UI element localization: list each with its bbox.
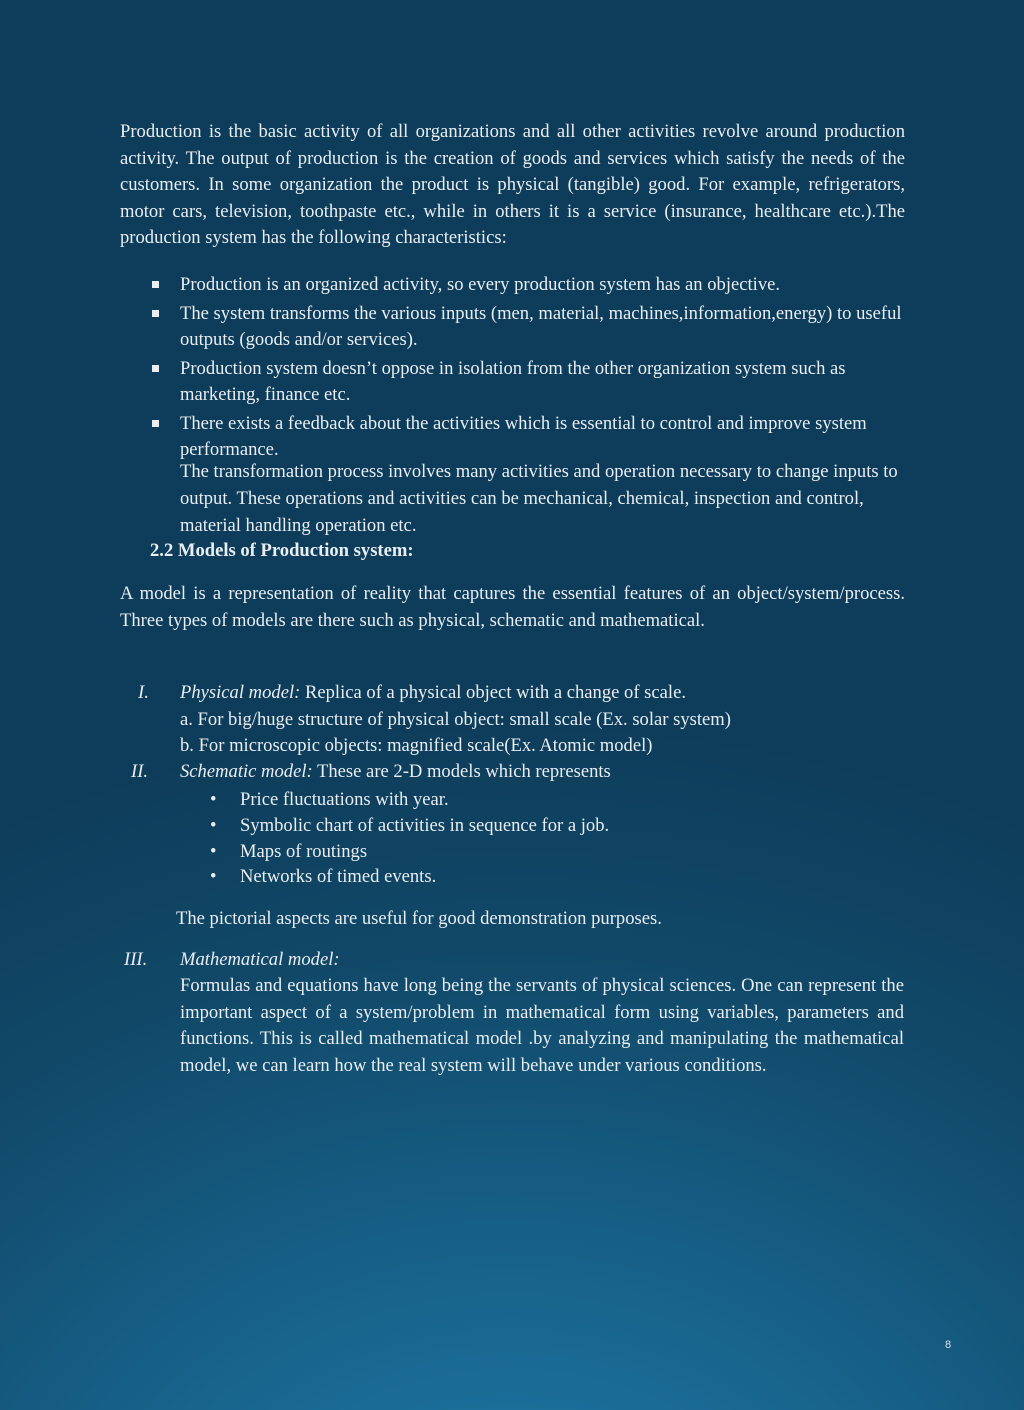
list-item-text: The system transforms the various inputs (men, material, machines,information,energy) to useful outputs (goods and/or services). bbox=[180, 302, 902, 350]
schematic-bullet-list bbox=[210, 787, 609, 890]
schematic-model-label: Schematic model: bbox=[180, 761, 313, 782]
physical-sub-b: b. For microscopic objects: magnified scale(Ex. Atomic model) bbox=[180, 735, 653, 756]
schematic-model-desc: These are 2-D models which represents bbox=[312, 761, 611, 782]
square-bullet-icon bbox=[152, 310, 159, 317]
physical-numeral: I. bbox=[138, 682, 149, 703]
square-bullet-icon bbox=[152, 281, 159, 288]
list-item bbox=[210, 813, 609, 839]
list-item bbox=[148, 411, 908, 464]
bullet-icon: • bbox=[210, 840, 217, 862]
list-item-text: Price fluctuations with year. bbox=[240, 789, 449, 810]
list-item-text: Networks of timed events. bbox=[240, 866, 437, 888]
mathematical-numeral: III. bbox=[124, 949, 148, 970]
transformation-paragraph: The transformation process involves many activities and operation necessary to change inputs to output. These operations and activities can be mechanical, chemical, inspection and control, material handling operation etc. bbox=[180, 461, 898, 536]
list-item bbox=[148, 356, 908, 409]
physical-model-label: Physical model: bbox=[180, 682, 301, 703]
list-item-text: There exists a feedback about the activities which is essential to control and improve system performance. bbox=[180, 412, 867, 460]
list-item bbox=[210, 864, 609, 890]
square-bullet-icon bbox=[152, 365, 159, 372]
list-item bbox=[148, 301, 908, 354]
page-number: 8 bbox=[945, 1339, 952, 1351]
model-intro-paragraph: A model is a representation of reality that captures the essential features of an object/system/process. Three types of models are there such as physical, schematic and mathematical. bbox=[120, 583, 905, 631]
mathematical-model-line bbox=[180, 949, 340, 971]
physical-model-line bbox=[180, 682, 686, 704]
bullet-icon: • bbox=[210, 814, 217, 836]
intro-paragraph: Production is the basic activity of all organizations and all other activities revolve around production activity. The output of production is the creation of goods and services which satisfy the needs of the customers. In some organization the product is physical (tangible) good. For example, refrigerators, motor cars, television, toothpaste etc., while in others it is a service (insurance, healthcare etc.).The production system has the following characteristics: bbox=[120, 121, 905, 248]
physical-sub-a: a. For big/huge structure of physical object: small scale (Ex. solar system) bbox=[180, 709, 731, 730]
pictorial-note: The pictorial aspects are useful for good demonstration purposes. bbox=[176, 908, 662, 929]
schematic-numeral: II. bbox=[131, 761, 149, 782]
list-item-text: Maps of routings bbox=[240, 840, 368, 862]
list-item-text: Production system doesn’t oppose in isolation from the other organization system such as marketing, finance etc. bbox=[180, 357, 846, 405]
bullet-icon: • bbox=[210, 866, 217, 888]
mathematical-model-desc: Formulas and equations have long being the servants of physical sciences. One can represent the important aspect of a system/problem in mathematical form using variables, parameters and functions. This is called mathematical model .by analyzing and manipulating the mathematical model, we can learn how the real system will behave under various conditions. bbox=[180, 975, 904, 1076]
list-item bbox=[210, 839, 609, 865]
mathematical-model-label: Mathematical model: bbox=[180, 949, 340, 970]
list-item-text: Symbolic chart of activities in sequence for a job. bbox=[240, 814, 610, 836]
list-item bbox=[148, 272, 908, 299]
section-heading: 2.2 Models of Production system: bbox=[150, 540, 414, 561]
list-item bbox=[210, 787, 609, 813]
bullet-icon: • bbox=[210, 789, 217, 810]
characteristics-list bbox=[148, 272, 908, 465]
list-item-text: Production is an organized activity, so every production system has an objective. bbox=[180, 274, 781, 295]
square-bullet-icon bbox=[152, 420, 159, 427]
schematic-model-line bbox=[180, 761, 611, 783]
physical-model-desc: Replica of a physical object with a change of scale. bbox=[300, 682, 686, 703]
